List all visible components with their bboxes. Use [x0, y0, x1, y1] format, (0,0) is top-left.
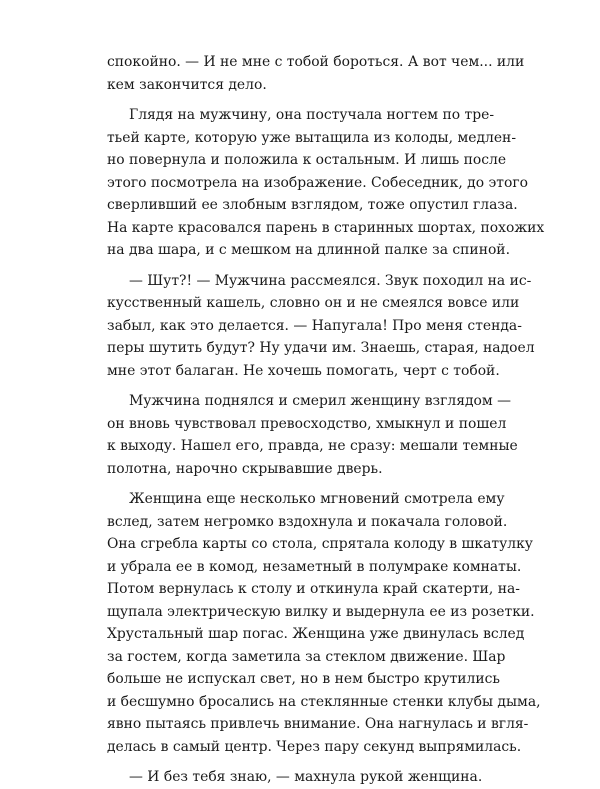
text-line: к выходу. Нашел его, правда, не сразу: мешали темные — [107, 438, 518, 454]
text-line: кем закончится дело. — [107, 76, 267, 93]
text-line: полотна, нарочно скрывавшие дверь. — [107, 460, 383, 477]
book-page — [107, 51, 545, 789]
paragraph — [107, 488, 541, 758]
text-line: делась в самый центр. Через пару секунд выпрямилась. — [107, 738, 522, 755]
paragraph — [107, 390, 518, 480]
text-line: за гостем, когда заметила за стеклом движение. Шар — [107, 648, 506, 665]
text-line: — И без тебя знаю, — махнула рукой женщина. — [129, 769, 483, 785]
text-line: на два шара, и с мешком на длинной палке за спиной. — [107, 242, 510, 258]
text-line: спокойно. — И не мне с тобой бороться. А вот чем... или — [107, 54, 525, 70]
text-line: этого посмотрела на изображение. Собеседник, до этого — [107, 174, 528, 191]
text-line: Потом вернулась к столу и откинула край скатерти, на- — [107, 581, 520, 597]
text-line: больше не испускал свет, но в нем быстро крутились — [107, 671, 500, 687]
text-line: мне этот балаган. Не хочешь помогать, черт с тобой. — [107, 362, 500, 379]
text-line: и убрала ее в комод, незаметный в полумраке комнаты. — [107, 558, 522, 575]
text-line: но повернула и положила к остальным. И лишь после — [107, 152, 507, 168]
text-line: забыл, как это делается. — Напугала! Про меня стенда- — [107, 317, 522, 334]
text-line: перы шутить будут? Ну удачи им. Знаешь, старая, надоел — [107, 340, 535, 356]
text-line: Она сгребла карты со стола, спрятала колоду в шкатулку — [107, 536, 533, 552]
paragraph — [107, 766, 491, 789]
text-line: сверливший ее злобным взглядом, тоже опустил глаза. — [107, 197, 518, 213]
text-line: Женщина еще несколько мгновений смотрела ему — [129, 491, 505, 507]
text-line: тьей карте, которую уже вытащила из колоды, медлен- — [107, 129, 517, 146]
text-line: явно пытаясь привлечь внимание. Она нагнулась и вгля- — [107, 716, 529, 732]
text-line: вслед, затем негромко вздохнула и покачала головой. — [107, 513, 508, 530]
text-line: Хрустальный шар погас. Женщина уже двинулась вслед — [107, 626, 525, 642]
text-line: и бесшумно бросались на стеклянные стенки клубы дыма, — [107, 693, 541, 710]
text-line: На карте красовался парень в старинных шортах, похожих — [107, 219, 545, 236]
paragraph — [107, 270, 535, 383]
text-line: Мужчина поднялся и смерил женщину взглядом — — [129, 393, 511, 409]
paragraph — [107, 104, 545, 262]
paragraph — [107, 51, 525, 96]
text-line: щупала электрическую вилку и выдернула ее из розетки. — [107, 603, 535, 620]
text-line: кусственный кашель, словно он и не смеялся вовсе или — [107, 295, 520, 311]
text-line: — Шут?! — Мужчина рассмеялся. Звук походил на ис- — [129, 272, 532, 289]
text-line: он вновь чувствовал превосходство, хмыкнул и пошел — [107, 415, 507, 432]
text-line: Глядя на мужчину, она постучала ногтем по тре- — [129, 107, 495, 123]
